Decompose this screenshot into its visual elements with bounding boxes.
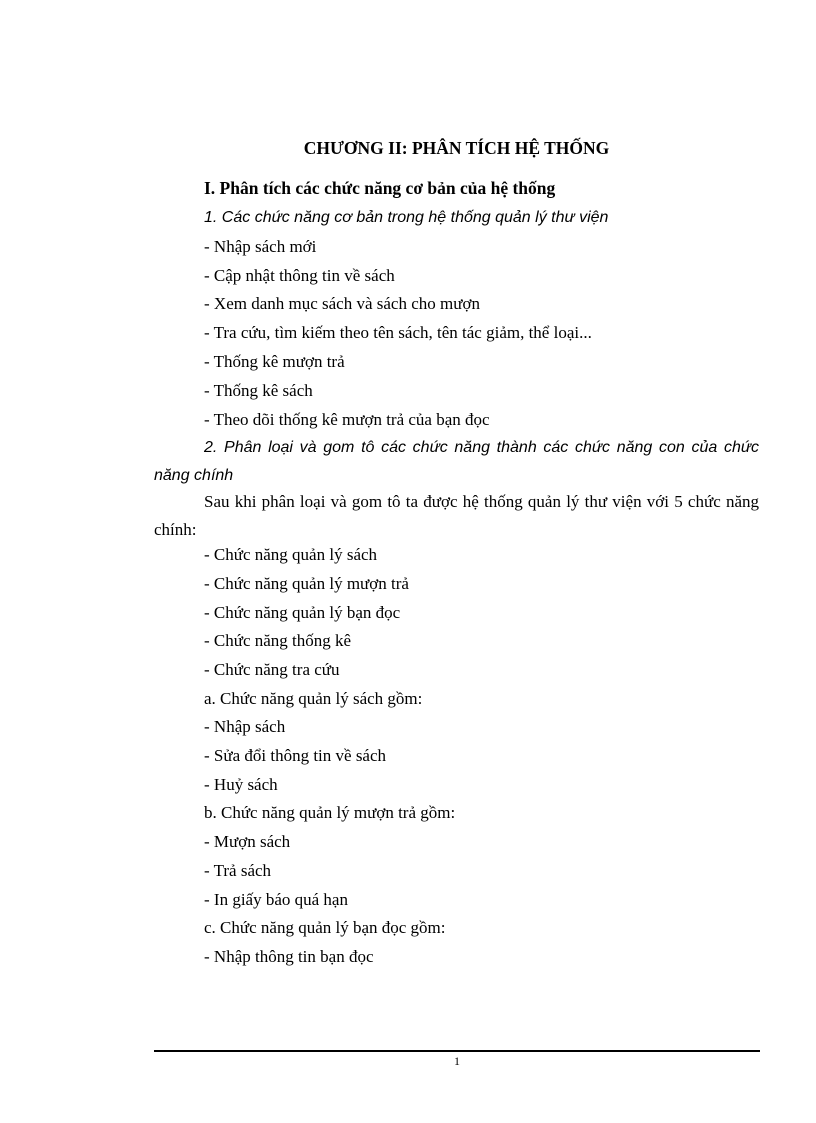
- group-c-item: - Nhập thông tin bạn đọc: [204, 947, 374, 966]
- group-a-heading: a. Chức năng quản lý sách gồm:: [204, 689, 423, 708]
- subsection-heading-2-text: 2. Phân loại và gom tô các chức năng thành các chức năng con của chức năng chính: [154, 439, 759, 484]
- group-a-item: - Sửa đổi thông tin về sách: [204, 746, 387, 765]
- subsection-heading-2: [154, 434, 759, 490]
- basic-function-item: - Theo dõi thống kê mượn trả của bạn đọc: [204, 410, 490, 429]
- group-b-item: - Trả sách: [204, 861, 272, 880]
- main-function-item: - Chức năng quản lý mượn trả: [204, 574, 409, 593]
- main-function-item: - Chức năng quản lý bạn đọc: [204, 603, 401, 622]
- subsection-heading-1: 1. Các chức năng cơ bản trong hệ thống quản lý thư viện: [204, 209, 609, 226]
- basic-function-item: - Nhập sách mới: [204, 237, 317, 256]
- summary-paragraph: [154, 488, 759, 544]
- main-function-item: - Chức năng tra cứu: [204, 660, 340, 679]
- group-b-item: - Mượn sách: [204, 832, 291, 851]
- chapter-title: CHƯƠNG II: PHÂN TÍCH HỆ THỐNG: [303, 138, 610, 158]
- page-number: 1: [454, 1054, 460, 1068]
- basic-function-item: - Xem danh mục sách và sách cho mượn: [204, 294, 480, 313]
- basic-function-item: - Thống kê sách: [204, 381, 313, 400]
- summary-paragraph-text: Sau khi phân loại và gom tô ta được hệ thống quản lý thư viện với 5 chức năng chính:: [154, 492, 759, 539]
- group-c-heading: c. Chức năng quản lý bạn đọc gồm:: [204, 918, 446, 937]
- footer-rule: [154, 1050, 760, 1052]
- group-b-heading: b. Chức năng quản lý mượn trả gồm:: [204, 803, 456, 822]
- basic-function-item: - Cập nhật thông tin về sách: [204, 266, 395, 285]
- basic-function-item: - Thống kê mượn trả: [204, 352, 345, 371]
- main-function-item: - Chức năng thống kê: [204, 631, 352, 650]
- group-a-item: - Nhập sách: [204, 717, 286, 736]
- main-function-item: - Chức năng quản lý sách: [204, 545, 378, 564]
- group-a-item: - Huỷ sách: [204, 775, 278, 794]
- group-b-item: - In giấy báo quá hạn: [204, 890, 348, 909]
- section-heading: I. Phân tích các chức năng cơ bản của hệ thống: [204, 178, 556, 198]
- basic-function-item: - Tra cứu, tìm kiếm theo tên sách, tên tác giảm, thể loại...: [204, 323, 592, 342]
